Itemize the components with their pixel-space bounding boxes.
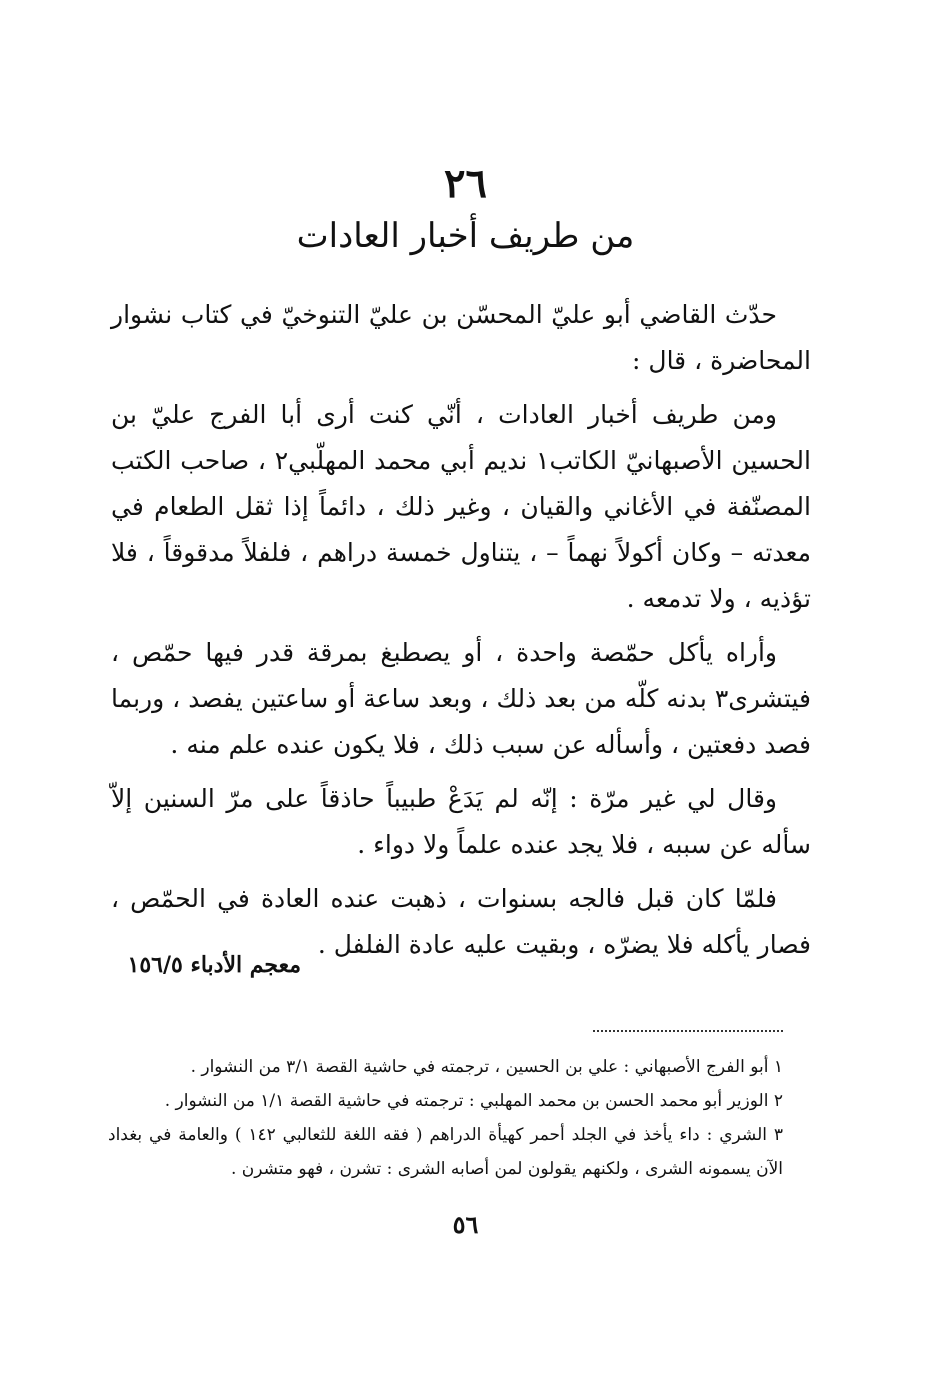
paragraph: ومن طريف أخبار العادات ، أنّي كنت أرى أبا الفرج عليّ بن الحسين الأصبهانيّ الكاتب١ نديم أبي محمد المهلّبي٢ ، صاحب الكتب المصنّفة في الأغاني والقيان ، وغير ذلك ، دائماً إذا ثقل الطعام في معدته – وكان أكولاً نهماً – ، يتناول خمسة دراهم ، فلفلاً مدقوقاً ، فلا تؤذيه ، ولا تدمعه . (111, 400, 811, 613)
source-citation: معجم الأدباء ١٥٦/٥ (127, 952, 301, 978)
footnote: ٣ الشري : داء يأخذ في الجلد أحمر كهيأة الدراهم ( فقه اللغة للثعالبي ١٤٢ ) والعامة في بغداد الآن يسمونه الشرى ، ولكنهم يقولون لمن أصابه الشرى : تشرن ، فهو متشرن . (108, 1125, 784, 1179)
footnote: ٢ الوزير أبو محمد الحسن بن محمد المهلبي : ترجمته في حاشية القصة ١/١ من النشوار . (164, 1091, 783, 1111)
page-number: ٥٦ (452, 1210, 479, 1239)
footnote: ١ أبو الفرج الأصبهاني : علي بن الحسين ، ترجمته في حاشية القصة ٣/١ من النشوار . (190, 1057, 783, 1077)
chapter-number: ٢٦ (444, 160, 487, 207)
chapter-title: من طريف أخبار العادات (296, 216, 635, 256)
footnotes (108, 1050, 783, 1186)
paragraph: وأراه يأكل حمّصة واحدة ، أو يصطبغ بمرقة قدر فيها حمّص ، فيتشرى٣ بدنه كلّه من بعد ذلك ، وبعد ساعة أو ساعتين يفصد ، وربما فصد دفعتين ، وأسأله عن سبب ذلك ، فلا يكون عنده علم منه . (111, 638, 811, 759)
paragraph: وقال لي غير مرّة : إنّه لم يَدَعْ طبيباً حاذقاً على مرّ السنين إلاّ سأله عن سببه ، فلا يجد عنده علماً ولا دواء . (111, 784, 811, 859)
paragraph: فلمّا كان قبل فالجه بسنوات ، ذهبت عنده العادة في الحمّص ، فصار يأكله فلا يضرّه ، وبقيت عليه عادة الفلفل . (111, 884, 811, 959)
main-text (111, 292, 811, 976)
paragraph: حدّث القاضي أبو عليّ المحسّن بن عليّ التنوخيّ في كتاب نشوار المحاضرة ، قال : (111, 300, 811, 375)
footnote-divider (593, 1030, 783, 1032)
